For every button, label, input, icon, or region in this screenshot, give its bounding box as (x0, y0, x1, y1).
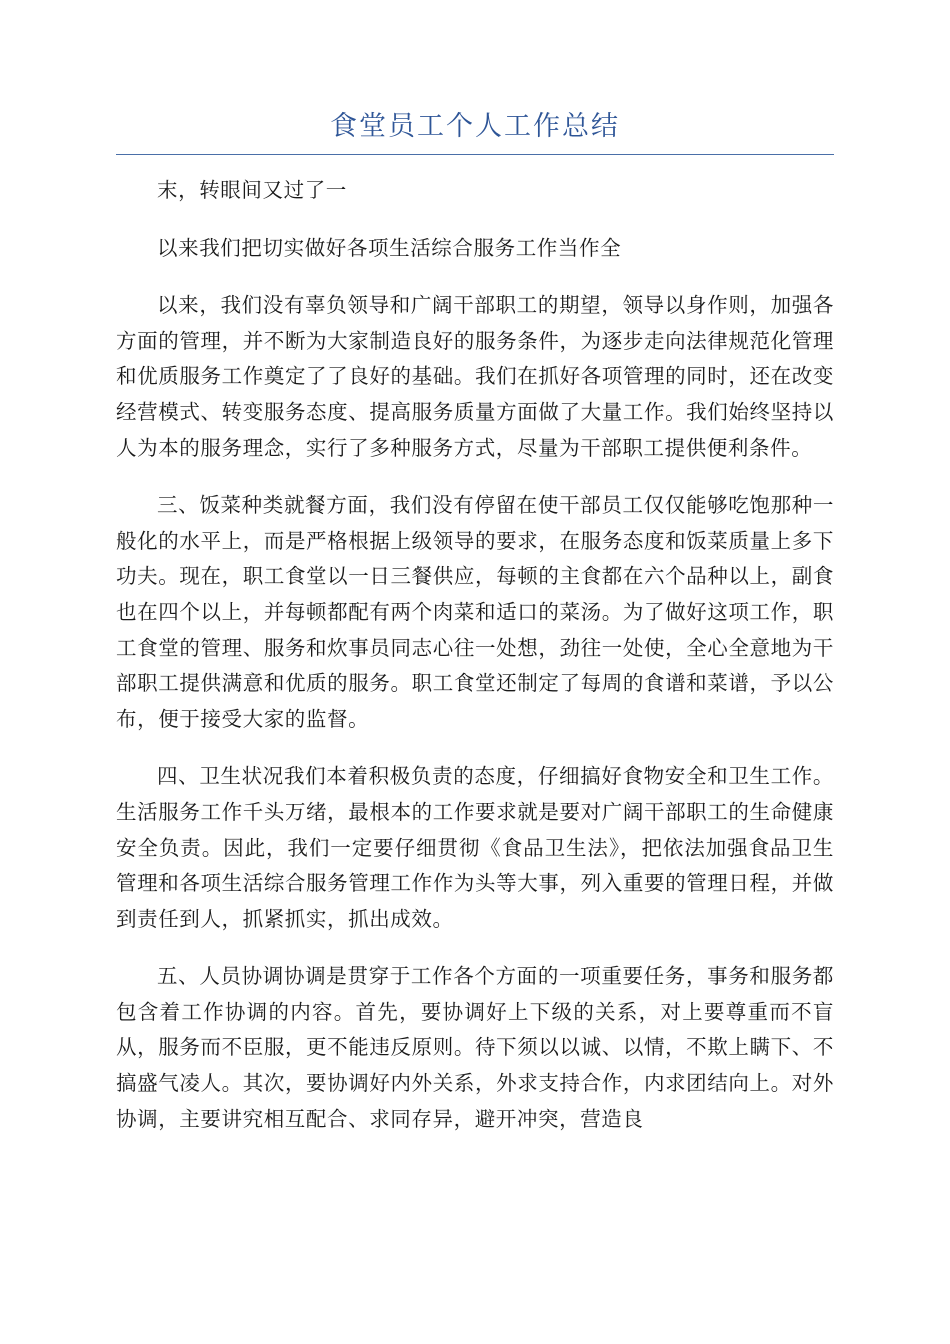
document-title: 食堂员工个人工作总结 (330, 111, 620, 142)
paragraph: 四、卫生状况我们本着积极负责的态度，仔细搞好食物安全和卫生工作。生活服务工作千头万绪，最根本的工作要求就是要对广阔干部职工的生命健康安全负责。因此，我们一定要仔细贯彻《食品卫生法》，把依法加强食品卫生管理和各项生活综合服务管理工作作为头等大事，列入重要的管理日程，并做到责任到人，抓紧抓实，抓出成效。 (116, 764, 834, 931)
document-page (116, 108, 834, 1159)
paragraph: 三、饭菜种类就餐方面，我们没有停留在使干部员工仅仅能够吃饱那种一般化的水平上，而是严格根据上级领导的要求，在服务态度和饭菜质量上多下功夫。现在，职工食堂以一日三餐供应，每顿的主食都在六个品种以上，副食也在四个以上，并每顿都配有两个肉菜和适口的菜汤。为了做好这项工作，职工食堂的管理、服务和炊事员同志心往一处想，劲往一处使，全心全意地为干部职工提供满意和优质的服务。职工食堂还制定了每周的食谱和菜谱，予以公布，便于接受大家的监督。 (116, 493, 834, 731)
paragraph: 以来，我们没有辜负领导和广阔干部职工的期望，领导以身作则，加强各方面的管理，并不断为大家制造良好的服务条件，为逐步走向法律规范化管理和优质服务工作奠定了了良好的基础。我们在抓好各项管理的同时，还在改变经营模式、转变服务态度、提高服务质量方面做了大量工作。我们始终坚持以人为本的服务理念，实行了多种服务方式，尽量为干部职工提供便利条件。 (116, 293, 834, 460)
paragraph: 末，转眼间又过了一 (157, 178, 347, 202)
paragraph: 五、人员协调协调是贯穿于工作各个方面的一项重要任务，事务和服务都包含着工作协调的内容。首先，要协调好上下级的关系，对上要尊重而不盲从，服务而不臣服，更不能违反原则。待下须以以诚、以情，不欺上瞒下、不搞盛气凌人。其次，要协调好内外关系，外求支持合作，内求团结向上。对外协调，主要讲究相互配合、求同存异，避开冲突，营造良 (116, 964, 834, 1131)
title-underline (116, 154, 834, 155)
paragraph: 以来我们把切实做好各项生活综合服务工作当作全 (157, 235, 622, 260)
document-body (116, 173, 834, 1137)
